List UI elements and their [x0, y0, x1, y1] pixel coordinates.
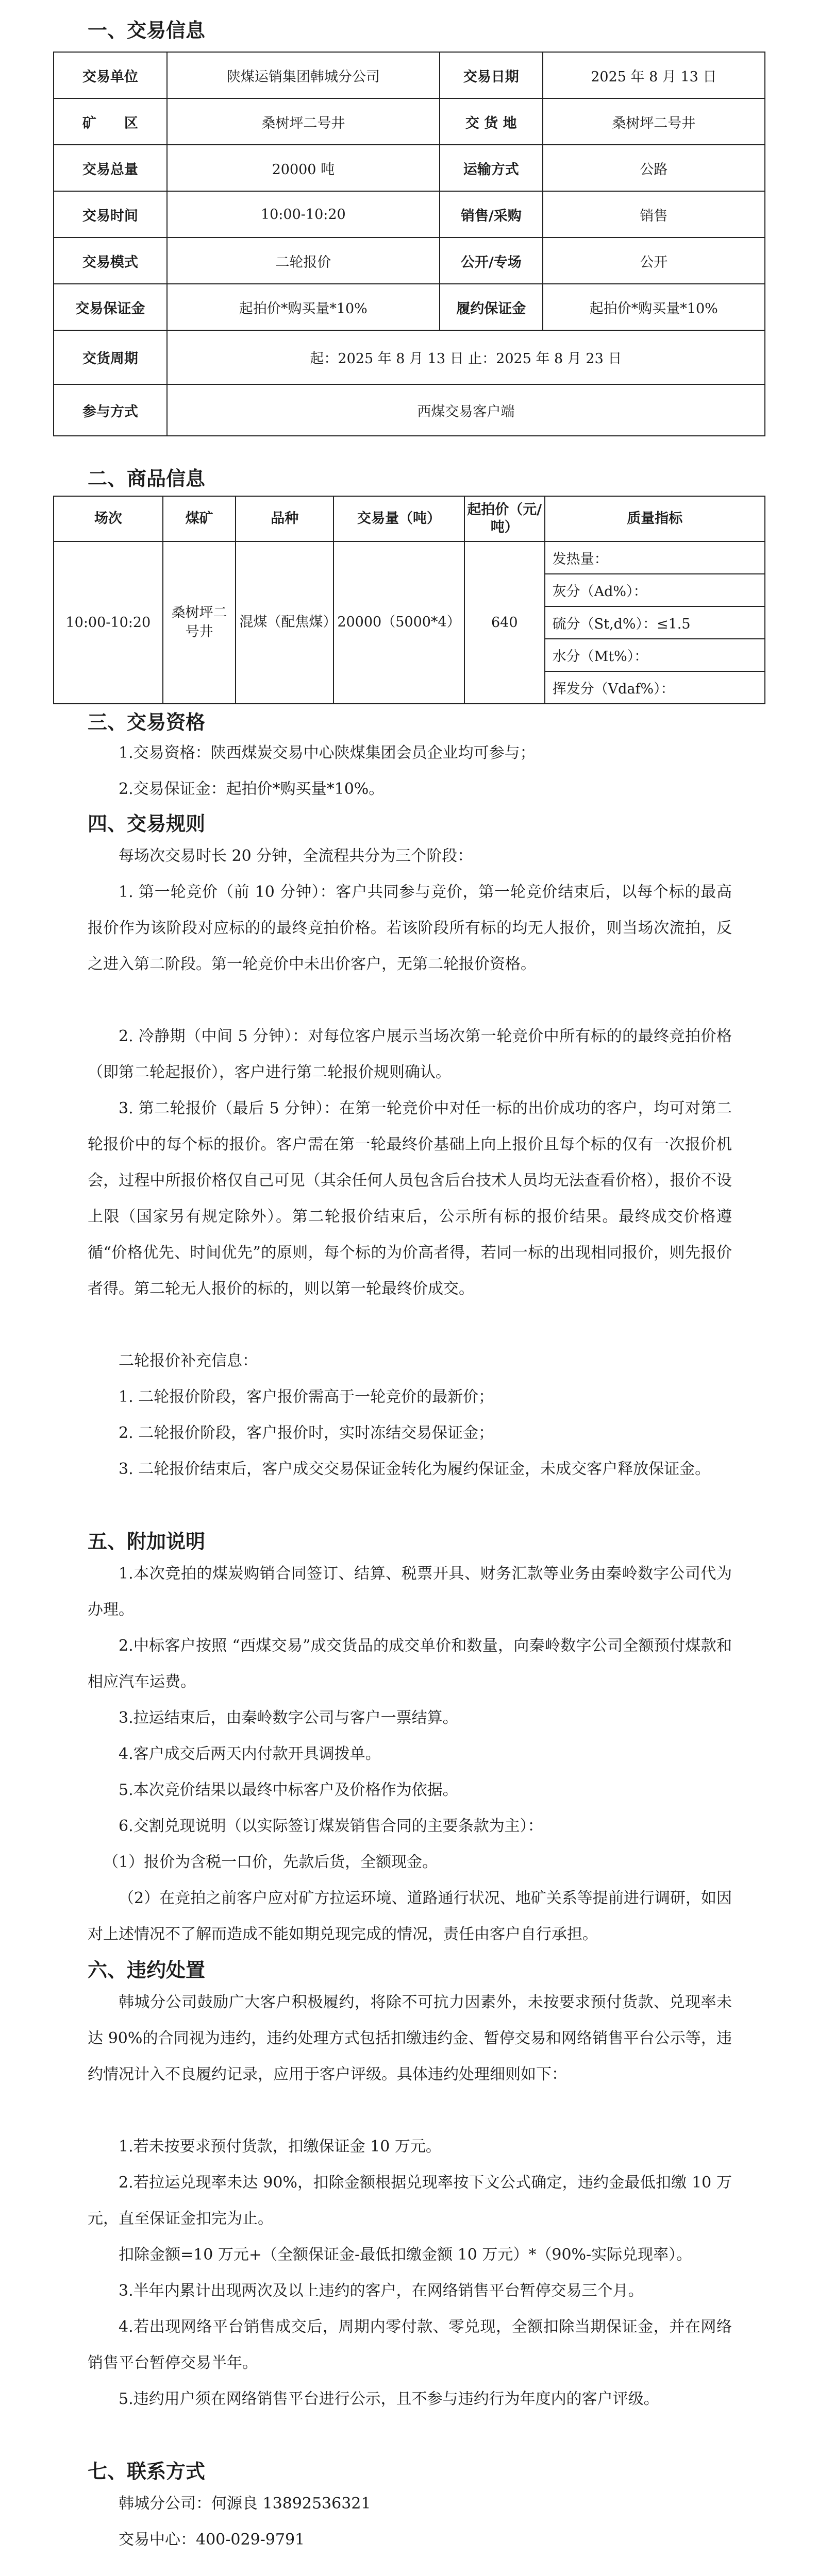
header-price: 起拍价（元/吨） — [464, 496, 545, 541]
supplement-1: 1. 二轮报价阶段，客户报价需高于一轮竞价的最新价； — [119, 1388, 494, 1406]
quality-row: 灰分（Ad%）： — [545, 574, 765, 606]
delivery-label: 交 货 地 — [440, 98, 543, 145]
goods-variety: 混煤（配焦煤） — [236, 541, 333, 704]
breach-4: 4.若出现网络平台销售成交后，周期内零付款、零兑现，全额扣除当期保证金，并在网络销售平台暂停交易半年。 — [88, 2318, 732, 2372]
additional-3: 3.拉运结束后，由秦岭数字公司与客户一票结算。 — [119, 1709, 458, 1727]
mine-value: 桑树坪二号井 — [167, 98, 440, 145]
supplement-title: 二轮报价补充信息： — [119, 1352, 258, 1370]
additional-6: 6.交割兑现说明（以实际签订煤炭销售合同的主要条款为主）： — [119, 1817, 543, 1835]
goods-table — [53, 496, 765, 704]
breach-3: 3.半年内累计出现两次及以上违约的客户，在网络销售平台暂停交易三个月。 — [119, 2282, 644, 2300]
supplement-3: 3. 二轮报价结束后，客户成交交易保证金转化为履约保证金，未成交客户释放保证金。 — [119, 1460, 711, 1478]
header-variety: 品种 — [236, 496, 333, 541]
section-title-goods: 二、商品信息 — [88, 467, 206, 490]
goods-price: 640 — [464, 541, 545, 704]
rules-intro: 每场次交易时长 20 分钟，全流程共分为三个阶段： — [119, 847, 473, 865]
qualification-1: 1.交易资格：陕西煤炭交易中心陕煤集团会员企业均可参与； — [119, 744, 536, 762]
additional-6-1: （1）报价为含税一口价，先款后货，全额现金。 — [103, 1853, 438, 1871]
section-title-breach: 六、违约处置 — [88, 1959, 206, 1981]
delivery-value: 桑树坪二号井 — [543, 98, 765, 145]
breach-intro: 韩城分公司鼓励广大客户积极履约，将除不可抗力因素外，未按要求预付货款、兑现率未达 90%的合同视为违约，违约处理方式包括扣缴违约金、暂停交易和网络销售平台公示等，违约情况计入不良履约记录，应用于客户评级。具体违约处理细则如下： — [88, 1993, 732, 2083]
transport-label: 运输方式 — [440, 145, 543, 191]
header-volume: 交易量（吨） — [333, 496, 464, 541]
deposit-value: 起拍价*购买量*10% — [167, 284, 440, 330]
qualification-2: 2.交易保证金：起拍价*购买量*10%。 — [119, 780, 385, 798]
total-value: 20000 吨 — [167, 145, 440, 191]
sale-label: 销售/采购 — [440, 191, 543, 238]
goods-mine: 桑树坪二号井 — [163, 541, 236, 704]
breach-5: 5.违约用户须在网络销售平台进行公示，且不参与违约行为年度内的客户评级。 — [119, 2390, 659, 2408]
date-label: 交易日期 — [440, 52, 543, 98]
trade-info-table — [53, 52, 765, 436]
goods-session: 10:00-10:20 — [54, 541, 163, 704]
perf-label: 履约保证金 — [440, 284, 543, 330]
section-title-additional: 五、附加说明 — [88, 1530, 206, 1553]
sale-value: 销售 — [543, 191, 765, 238]
period-label: 交货周期 — [54, 330, 167, 384]
additional-6-2: （2）在竞拍之前客户应对矿方拉运环境、道路通行状况、地矿关系等提前进行调研，如因对上述情况不了解而造成不能如期兑现完成的情况，责任由客户自行承担。 — [88, 1889, 732, 1943]
unit-value: 陕煤运销集团韩城分公司 — [167, 52, 440, 98]
transport-value: 公路 — [543, 145, 765, 191]
additional-2: 2.中标客户按照 “西煤交易”成交货品的成交单价和数量，向秦岭数字公司全额预付煤款和相应汽车运费。 — [88, 1637, 732, 1691]
public-label: 公开/专场 — [440, 238, 543, 284]
breach-formula: 扣除金额=10 万元+（全额保证金-最低扣缴金额 10 万元）*（90%-实际兑现率）。 — [119, 2246, 692, 2264]
method-value: 西煤交易客户端 — [167, 384, 765, 436]
unit-label: 交易单位 — [54, 52, 167, 98]
section-title-qualification: 三、交易资格 — [88, 711, 206, 734]
date-value: 2025 年 8 月 13 日 — [543, 52, 765, 98]
additional-5: 5.本次竞价结果以最终中标客户及价格作为依据。 — [119, 1781, 458, 1799]
mode-value: 二轮报价 — [167, 238, 440, 284]
section-title-contact: 七、联系方式 — [88, 2460, 206, 2483]
method-label: 参与方式 — [54, 384, 167, 436]
additional-4: 4.客户成交后两天内付款开具调拨单。 — [119, 1745, 381, 1763]
contact-hancheng: 韩城分公司：何源良 13892536321 — [119, 2495, 371, 2513]
rule-3: 3. 第二轮报价（最后 5 分钟）：在第一轮竞价中对任一标的出价成功的客户，均可对第二轮报价中的每个标的报价。客户需在第一轮最终价基础上向上报价且每个标的仅有一次报价机会，过程中所报价格仅自己可见（其余任何人员包含后台技术人员均无法查看价格），报价不设上限（国家另有规定除外）。第二轮报价结束后，公示所有标的报价结果。最终成交价格遵循“价格优先、时间优先”的原则，每个标的为价高者得，若同一标的出现相同报价，则先报价者得。第二轮无人报价的标的，则以第一轮最终价成交。 — [88, 1099, 732, 1298]
header-mine: 煤矿 — [163, 496, 236, 541]
rule-2: 2. 冷静期（中间 5 分钟）：对每位客户展示当场次第一轮竞价中所有标的的最终竞拍价格（即第二轮起报价），客户进行第二轮报价规则确认。 — [88, 1027, 732, 1081]
additional-1: 1.本次竞拍的煤炭购销合同签订、结算、税票开具、财务汇款等业务由秦岭数字公司代为办理。 — [88, 1565, 732, 1619]
rule-1: 1. 第一轮竞价（前 10 分钟）：客户共同参与竞价，第一轮竞价结束后，以每个标的最高报价作为该阶段对应标的的最终竞拍价格。若该阶段所有标的均无人报价，则当场次流拍，反之进入第二阶段。第一轮竞价中未出价客户，无第二轮报价资格。 — [88, 883, 732, 973]
section-title-trade-info: 一、交易信息 — [88, 19, 206, 42]
header-quality: 质量指标 — [545, 496, 765, 541]
contact-center: 交易中心：400-029-9791 — [119, 2531, 305, 2549]
mode-label: 交易模式 — [54, 238, 167, 284]
time-label: 交易时间 — [54, 191, 167, 238]
deposit-label: 交易保证金 — [54, 284, 167, 330]
total-label: 交易总量 — [54, 145, 167, 191]
supplement-2: 2. 二轮报价阶段，客户报价时，实时冻结交易保证金； — [119, 1424, 494, 1442]
goods-volume: 20000（5000*4） — [333, 541, 464, 704]
section-title-rules: 四、交易规则 — [88, 812, 206, 835]
header-session: 场次 — [54, 496, 163, 541]
quality-row: 水分（Mt%）： — [545, 639, 765, 671]
period-value: 起：2025 年 8 月 13 日 止：2025 年 8 月 23 日 — [167, 330, 765, 384]
breach-2: 2.若拉运兑现率未达 90%，扣除金额根据兑现率按下文公式确定，违约金最低扣缴 10 万元，直至保证金扣完为止。 — [88, 2174, 732, 2228]
public-value: 公开 — [543, 238, 765, 284]
quality-row: 挥发分（Vdaf%）： — [545, 671, 765, 704]
quality-row: 发热量： — [545, 541, 765, 574]
breach-1: 1.若未按要求预付货款，扣缴保证金 10 万元。 — [119, 2138, 441, 2156]
time-value: 10:00-10:20 — [167, 191, 440, 238]
perf-value: 起拍价*购买量*10% — [543, 284, 765, 330]
quality-row: 硫分（St,d%）：≤1.5 — [545, 606, 765, 639]
mine-label: 矿 区 — [54, 98, 167, 145]
